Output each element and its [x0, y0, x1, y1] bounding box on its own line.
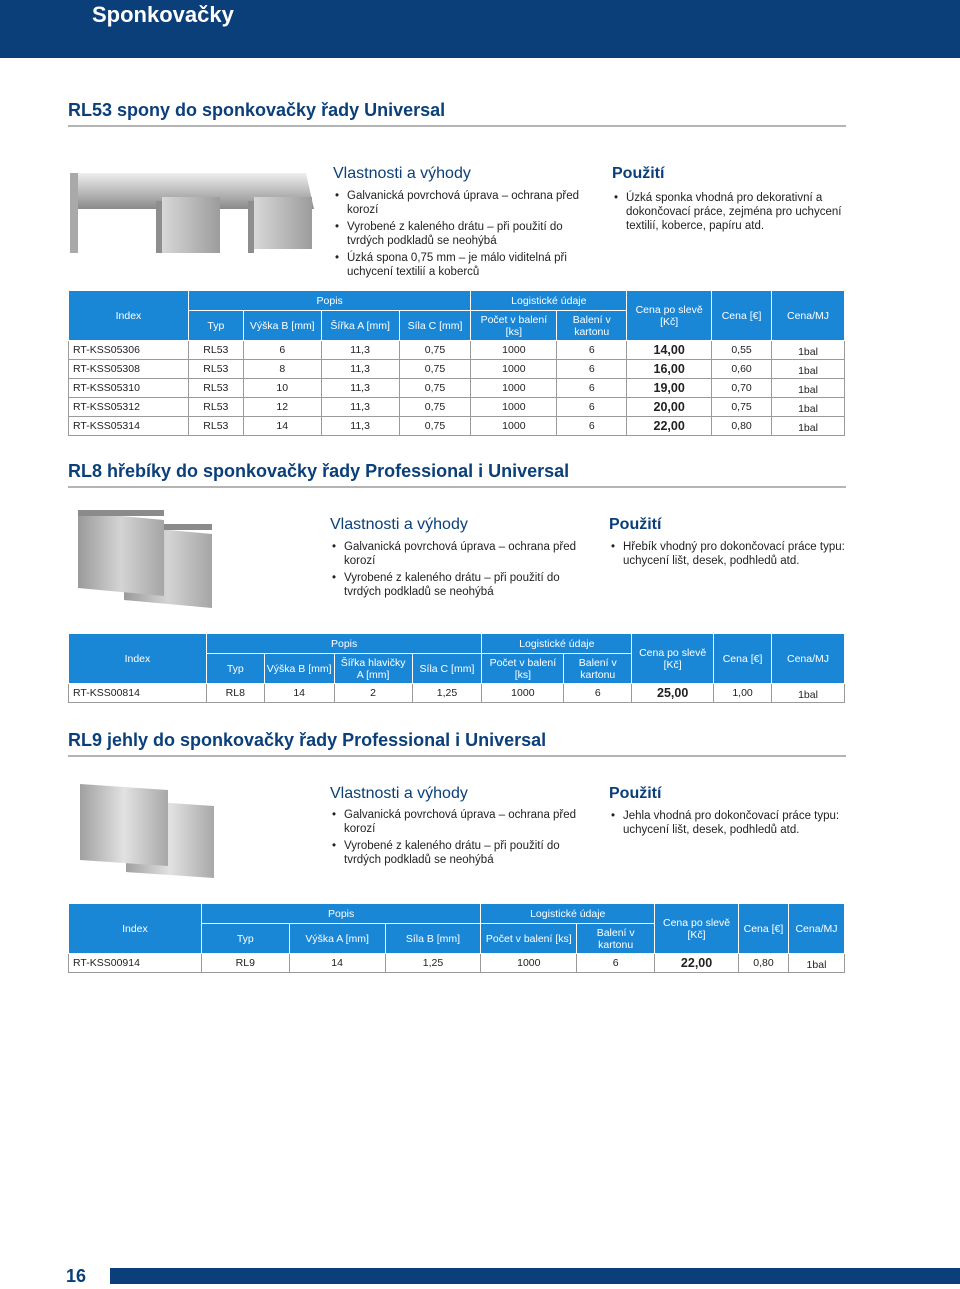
usage-list: [609, 540, 847, 571]
column-header: Síla C [mm]: [412, 654, 482, 684]
list-item: • Jehla vhodná pro dokončovací práce typu: uchycení lišt, desek, podhledů atd.: [609, 809, 847, 837]
column-header: Balení v kartonu: [557, 311, 627, 341]
table-row: [69, 954, 845, 973]
cell-type: RL53: [188, 360, 243, 379]
cell-height: 12: [243, 398, 321, 417]
cell-type: RL53: [188, 398, 243, 417]
cell-thickness: 1,25: [385, 954, 481, 973]
column-header: Cena/MJ: [788, 904, 844, 954]
cell-index: RT-KSS00914: [69, 954, 202, 973]
cell-thickness: 0,75: [399, 341, 471, 360]
list-item: • Vyrobené z kaleného drátu – při použití do tvrdých podkladů se neohýbá: [333, 220, 598, 248]
pins-icon: [76, 780, 216, 880]
column-header: Index: [69, 291, 189, 341]
cell-index: RT-KSS05312: [69, 398, 189, 417]
column-header: Šířka hlavičky A [mm]: [334, 654, 412, 684]
cell-carton: 6: [557, 360, 627, 379]
column-header: Cena/MJ: [772, 634, 845, 684]
column-header: Cena/MJ: [772, 291, 845, 341]
cell-unit: 1bal: [788, 954, 844, 973]
cell-price-czk: 16,00: [627, 360, 712, 379]
column-header: Síla C [mm]: [399, 311, 471, 341]
cell-unit: 1bal: [772, 417, 845, 436]
list-item: • Galvanická povrchová úprava – ochrana před korozí: [330, 808, 595, 836]
cell-height: 14: [289, 954, 385, 973]
column-group-header: Popis: [201, 904, 481, 924]
brad-nails-icon: [76, 508, 216, 608]
column-group-header: Logistické údaje: [482, 634, 632, 654]
cell-pack-qty: 1000: [471, 379, 557, 398]
cell-height: 14: [264, 684, 334, 703]
cell-type: RL53: [188, 341, 243, 360]
list-item: • Úzká spona 0,75 mm – je málo viditelná při uchycení textilií a koberců: [333, 251, 598, 279]
cell-pack-qty: 1000: [471, 341, 557, 360]
column-header: Cena po slevě [Kč]: [627, 291, 712, 341]
column-header: Typ: [201, 924, 289, 954]
cell-type: RL9: [201, 954, 289, 973]
cell-height: 8: [243, 360, 321, 379]
cell-type: RL8: [206, 684, 264, 703]
cell-head-width: 2: [334, 684, 412, 703]
cell-price-eur: 0,75: [712, 398, 772, 417]
cell-index: RT-KSS00814: [69, 684, 207, 703]
cell-thickness: 0,75: [399, 417, 471, 436]
cell-pack-qty: 1000: [481, 954, 577, 973]
section-divider: [68, 125, 846, 127]
cell-price-czk: 14,00: [627, 341, 712, 360]
table-row: [69, 379, 845, 398]
table-row: [69, 341, 845, 360]
cell-type: RL53: [188, 417, 243, 436]
cell-price-eur: 0,80: [739, 954, 789, 973]
features-title: Vlastnosti a výhody: [330, 516, 468, 533]
column-group-header: Logistické údaje: [481, 904, 655, 924]
cell-height: 14: [243, 417, 321, 436]
cell-carton: 6: [564, 684, 632, 703]
usage-title: Použití: [609, 516, 662, 533]
column-header: Výška B [mm]: [264, 654, 334, 684]
usage-title: Použití: [612, 165, 665, 182]
column-header: Počet v balení [ks]: [471, 311, 557, 341]
table-row: [69, 684, 845, 703]
cell-pack-qty: 1000: [471, 360, 557, 379]
features-list: [333, 189, 598, 282]
cell-unit: 1bal: [772, 379, 845, 398]
cell-index: RT-KSS05306: [69, 341, 189, 360]
section-title-rl53: RL53 spony do sponkovačky řady Universal: [68, 100, 446, 120]
footer-bar: [110, 1268, 960, 1284]
section-divider: [68, 755, 846, 757]
cell-price-czk: 25,00: [632, 684, 714, 703]
section-title-rl9: RL9 jehly do sponkovačky řady Professional i Universal: [68, 730, 547, 750]
column-header: Typ: [206, 654, 264, 684]
spec-table-rl9: [68, 903, 845, 973]
usage-title: Použití: [609, 785, 662, 802]
list-item: • Vyrobené z kaleného drátu – při použití do tvrdých podkladů se neohýbá: [330, 571, 595, 599]
cell-thickness: 0,75: [399, 360, 471, 379]
cell-width: 11,3: [321, 379, 399, 398]
column-group-header: Popis: [206, 634, 482, 654]
cell-carton: 6: [557, 379, 627, 398]
column-header: Cena po slevě [Kč]: [632, 634, 714, 684]
table-row: [69, 360, 845, 379]
column-header: Výška A [mm]: [289, 924, 385, 954]
column-header: Výška B [mm]: [243, 311, 321, 341]
cell-price-czk: 22,00: [627, 417, 712, 436]
cell-price-eur: 0,60: [712, 360, 772, 379]
page-title: Sponkovačky: [92, 2, 234, 27]
cell-carton: 6: [557, 398, 627, 417]
cell-price-eur: 1,00: [714, 684, 772, 703]
cell-width: 11,3: [321, 341, 399, 360]
cell-pack-qty: 1000: [471, 417, 557, 436]
column-group-header: Logistické údaje: [471, 291, 627, 311]
cell-carton: 6: [577, 954, 655, 973]
features-list: [330, 808, 595, 870]
spec-table-rl53: [68, 290, 845, 436]
list-item: • Úzká sponka vhodná pro dekorativní a dokončovací práce, zejména pro uchycení textilií, koberce, papíru atd.: [612, 191, 844, 233]
cell-price-czk: 19,00: [627, 379, 712, 398]
staples-icon: [66, 165, 316, 257]
cell-carton: 6: [557, 417, 627, 436]
features-title: Vlastnosti a výhody: [330, 785, 468, 802]
features-title: Vlastnosti a výhody: [333, 165, 471, 182]
cell-thickness: 0,75: [399, 398, 471, 417]
column-header: Počet v balení [ks]: [482, 654, 564, 684]
usage-list: [609, 809, 847, 840]
cell-index: RT-KSS05310: [69, 379, 189, 398]
column-header: Balení v kartonu: [577, 924, 655, 954]
column-header: Šířka A [mm]: [321, 311, 399, 341]
cell-height: 10: [243, 379, 321, 398]
column-header: Cena [€]: [739, 904, 789, 954]
table-row: [69, 417, 845, 436]
column-header: Cena [€]: [712, 291, 772, 341]
cell-price-eur: 0,70: [712, 379, 772, 398]
cell-thickness: 0,75: [399, 379, 471, 398]
cell-index: RT-KSS05308: [69, 360, 189, 379]
column-header: Cena po slevě [Kč]: [655, 904, 739, 954]
list-item: • Vyrobené z kaleného drátu – při použití do tvrdých podkladů se neohýbá: [330, 839, 595, 867]
column-header: Síla B [mm]: [385, 924, 481, 954]
cell-unit: 1bal: [772, 398, 845, 417]
cell-type: RL53: [188, 379, 243, 398]
cell-price-eur: 0,55: [712, 341, 772, 360]
column-header: Index: [69, 634, 207, 684]
cell-index: RT-KSS05314: [69, 417, 189, 436]
page-header-bar: [0, 0, 960, 58]
cell-width: 11,3: [321, 417, 399, 436]
cell-height: 6: [243, 341, 321, 360]
list-item: • Hřebík vhodný pro dokončovací práce typu: uchycení lišt, desek, podhledů atd.: [609, 540, 847, 568]
list-item: • Galvanická povrchová úprava – ochrana před korozí: [330, 540, 595, 568]
features-list: [330, 540, 595, 602]
cell-carton: 6: [557, 341, 627, 360]
cell-price-czk: 22,00: [655, 954, 739, 973]
column-header: Cena [€]: [714, 634, 772, 684]
cell-unit: 1bal: [772, 360, 845, 379]
cell-thickness: 1,25: [412, 684, 482, 703]
cell-price-eur: 0,80: [712, 417, 772, 436]
cell-unit: 1bal: [772, 684, 845, 703]
spec-table-rl8: [68, 633, 845, 703]
cell-pack-qty: 1000: [482, 684, 564, 703]
section-divider: [68, 486, 846, 488]
cell-price-czk: 20,00: [627, 398, 712, 417]
cell-pack-qty: 1000: [471, 398, 557, 417]
list-item: • Galvanická povrchová úprava – ochrana před korozí: [333, 189, 598, 217]
cell-width: 11,3: [321, 398, 399, 417]
cell-width: 11,3: [321, 360, 399, 379]
page-number: 16: [66, 1266, 87, 1286]
column-header: Typ: [188, 311, 243, 341]
column-group-header: Popis: [188, 291, 471, 311]
cell-unit: 1bal: [772, 341, 845, 360]
section-title-rl8: RL8 hřebíky do sponkovačky řady Professional i Universal: [68, 461, 570, 481]
column-header: Balení v kartonu: [564, 654, 632, 684]
table-row: [69, 398, 845, 417]
usage-list: [612, 191, 844, 236]
column-header: Index: [69, 904, 202, 954]
column-header: Počet v balení [ks]: [481, 924, 577, 954]
